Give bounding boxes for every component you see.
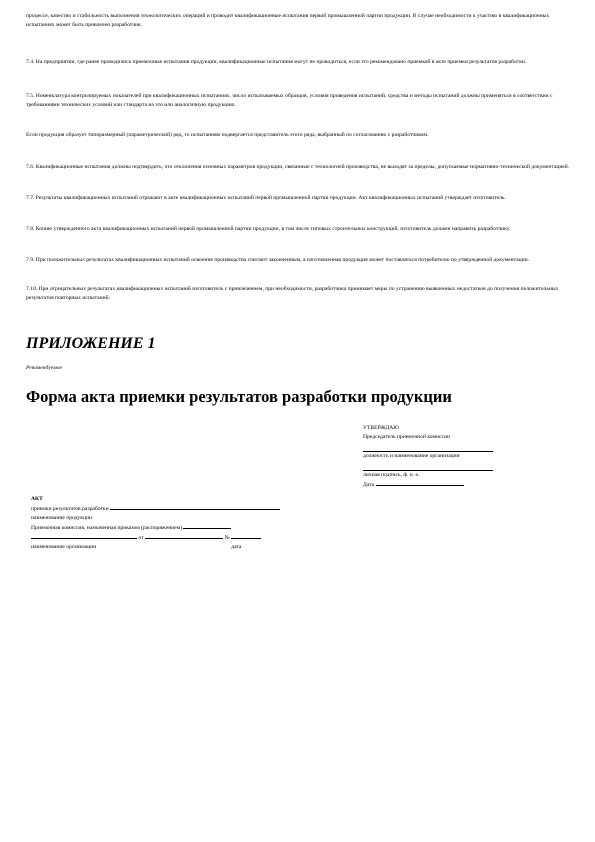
paragraph-1: процессе, качество и стабильность выполнения технологических операций и проводит квалификационные испытания первой промышленной партии продукции. В случае необходимости к участию в квалификационных испытаниях может быть привлечен разработчик. [26, 13, 550, 28]
product-name-caption: наименование продукции [31, 515, 92, 521]
order-line [183, 523, 231, 529]
paragraph-7-6: 7.6. Квалификационные испытания должны подтвердить, что отклонения основных параметров продукции, связанные с технологией производства, не выходят за пределы, допускаемые нормативно-технической документацией. [26, 164, 570, 170]
act-subject-label: приемки результатов разработки [31, 506, 109, 512]
approval-block [363, 424, 563, 490]
number-sign: № [224, 535, 230, 541]
order-number-line [231, 533, 261, 539]
paragraph-7-10: 7.10. При отрицательных результатах квалификационных испытаний изготовитель с привлечением, при необходимости, разработчика принимает меры по устранению выявленных недостатков до получения положительных результатов повторных испытаний. [26, 286, 559, 301]
date-line [376, 480, 464, 486]
position-line [363, 442, 493, 452]
paragraph-7-8: 7.8. Копию утвержденного акта квалификационных испытаний первой промышленной партии продукции, в том числе типовых строительных конструкций, изготовитель должен направить разработчику. [26, 226, 511, 232]
act-heading: АКТ [31, 496, 43, 502]
from-label: от [138, 535, 144, 541]
date-label: Дата [363, 482, 375, 488]
approve-heading: УТВЕРЖДАЮ [363, 425, 400, 431]
order-details-row [31, 533, 331, 543]
act-block [31, 495, 331, 552]
paragraph-series: Если продукция образует типоразмерный (параметрический) ряд, то испытаниям подвергается представитель этого ряда, выбранный по согласованию с разработчиком. [26, 132, 429, 138]
form-title: Форма акта приемки результатов разработки продукции [26, 387, 452, 406]
act-subject-row [31, 504, 331, 514]
commission-row [31, 523, 331, 533]
paragraph-7-4: 7.4. На предприятии, где ранее проводились приемочные испытания продукции, квалификационные испытания могут не проводиться, если это рекомендовано приемкой в акте приемки результатов разработки. [26, 59, 527, 65]
date-caption: дата [231, 544, 242, 550]
appendix-status: Рекомендуемое [26, 365, 62, 371]
appendix-title: ПРИЛОЖЕНИЕ 1 [26, 335, 156, 352]
order-captions-row [31, 543, 331, 552]
signature-caption: личная подпись, ф. и. о. [363, 472, 420, 478]
commission-label: Приемочная комиссия, назначенная приказом (распоряжением) [31, 525, 183, 531]
paragraph-7-5: 7.5. Номенклатура контролируемых показателей при квалификационных испытаниях, число испытываемых образцов, условия проведения испытаний, средства и методы испытаний должны применяться в соответствии с требованиями технических условий или стандарта на это или аналогичную продукцию. [26, 93, 553, 108]
signature-line [363, 461, 493, 471]
paragraph-7-9: 7.9. При положительных результатах квалификационных испытаний освоение производства считают законченным, а изготовленная продукция может поставляться потребителю по утвержденной документации. [26, 257, 529, 263]
org-line [31, 533, 137, 539]
paragraph-7-7: 7.7. Результаты квалификационных испытаний отражают в акте квалификационных испытаний первой промышленной партии продукции. Акт квалификационных испытаний утверждает изготовитель. [26, 195, 506, 201]
position-caption: должность и наименование организации [363, 453, 460, 459]
act-subject-line [110, 504, 280, 510]
date-row [363, 480, 563, 490]
org-caption: наименование организации [31, 544, 97, 550]
order-date-line [145, 533, 223, 539]
commission-chair-label: Председатель приемочной комиссии [363, 434, 450, 440]
